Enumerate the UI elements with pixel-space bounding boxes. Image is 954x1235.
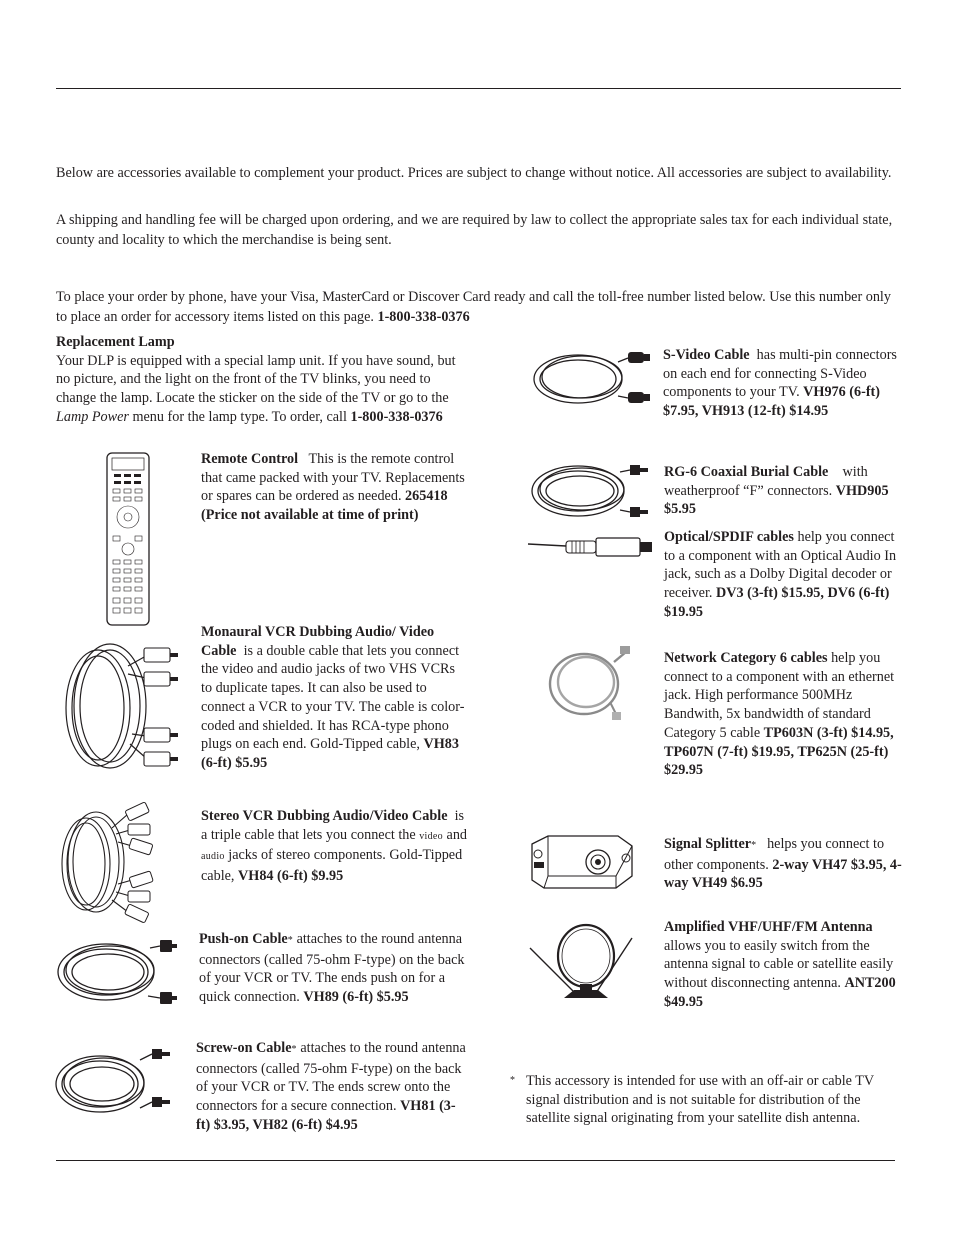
s-video-cable-block (663, 346, 903, 421)
network-cable-body: help you connect to a component with an ethernet jack. High performance 500MHz Bandwith, 5x bandwidth of standard Category 5 cable (664, 650, 895, 741)
screw-on-cable-title: Screw-on Cable (196, 1040, 292, 1056)
stereo-cable-price: VH84 (6-ft) $9.95 (238, 868, 344, 885)
push-on-cable-price: VH89 (6-ft) $5.95 (303, 989, 409, 1006)
lamp-phone: 1-800-338-0376 (350, 408, 443, 425)
antenna-image (526, 920, 638, 1010)
mono-cable-block (201, 623, 469, 773)
remote-block (201, 450, 469, 525)
screw-on-cable-body: attaches to the round antenna connectors (called 75-ohm F-type) on the back of your VCR or TV. The ends screw onto the connectors for a secure connection. (196, 1040, 466, 1115)
order-phone: 1-800-338-0376 (377, 309, 470, 325)
video-word: video (419, 830, 443, 842)
network-cable-block (664, 649, 904, 780)
screw-on-cable-price: VH81 (3-ft) $3.95, VH82 (6-ft) $4.95 (196, 1098, 456, 1133)
push-on-cable-image (54, 936, 180, 1006)
footer-rule (56, 1160, 895, 1161)
footnote (510, 1072, 890, 1128)
network-cable-image (544, 644, 632, 722)
stereo-cable-image (56, 800, 172, 926)
mono-cable-title: Monaural VCR Dubbing Audio/ Video Cable (201, 624, 435, 659)
mono-cable-price: VH83 (6-ft) $5.95 (201, 736, 459, 771)
remote-body: This is the remote control that came packed with your TV. Replacements or spares can be ordered as needed. (201, 451, 465, 505)
screw-on-star: * (291, 1044, 297, 1055)
signal-splitter-price: 2-way VH47 $3.95, 4-way VH49 $6.95 (664, 856, 902, 892)
signal-splitter-image (526, 830, 638, 894)
lamp-body-2: menu for the lamp type. To order, call (132, 408, 347, 425)
lamp-block (56, 333, 461, 427)
push-on-cable-title: Push-on Cable (199, 931, 288, 947)
rg6-cable-price: VHD905 $5.95 (664, 482, 889, 518)
push-on-star: * (287, 935, 294, 946)
network-cable-title: Network Category 6 cables (664, 650, 828, 666)
footnote-star: * (510, 1075, 515, 1086)
rg6-cable-image (526, 460, 656, 520)
order-paragraph (56, 287, 901, 327)
audio-word: audio (201, 851, 225, 863)
optical-cable-image (526, 535, 660, 565)
intro-paragraph-1: Below are accessories available to complement your product. Prices are subject to change without notice. All accessories are subject to availability. (56, 165, 892, 181)
s-video-cable-body: has multi-pin connectors on each end for connecting S-Video components to your TV. (663, 347, 897, 401)
antenna-block (664, 918, 904, 1012)
screw-on-cable-block (196, 1039, 468, 1135)
stereo-cable-title: Stereo VCR Dubbing Audio/Video Cable (201, 808, 448, 824)
order-text: To place your order by phone, have your Visa, MasterCard or Discover Card ready and call the toll-free number listed below. Use this number only to place an order for accessory items listed on this page. (56, 289, 891, 325)
antenna-title: Amplified VHF/UHF/FM Antenna (664, 919, 873, 935)
lamp-menu-name: Lamp Power (56, 408, 129, 425)
antenna-price: ANT200 $49.95 (664, 975, 896, 1010)
s-video-cable-title: S-Video Cable (663, 347, 750, 363)
push-on-cable-body: attaches to the round antenna connectors (called 75-ohm F-type) on the back of your VCR or TV. The ends push on for a quick connection. (199, 931, 465, 1006)
antenna-body: allows you to easily switch from the antenna signal to cable or satellite easily without disconnecting antenna. (664, 937, 894, 992)
remote-control-image (106, 452, 150, 626)
signal-splitter-body: helps you connect to other components. (664, 836, 885, 873)
and-word: and (446, 826, 468, 843)
screw-on-cable-image (52, 1046, 176, 1118)
lamp-body: Your DLP is equipped with a special lamp unit. If you have sound, but no picture, and the light on the front of the TV blinks, you need to change the lamp. Locate the sticker on the side of the TV or go to the (56, 352, 456, 407)
optical-cable-title: Optical/SPDIF cables (664, 529, 794, 545)
push-on-cable-block (199, 930, 467, 1007)
rg6-cable-body: with weatherproof “F” connectors. (664, 464, 868, 499)
optical-cable-block (664, 528, 904, 622)
mono-cable-image (58, 626, 182, 786)
optical-cable-price: DV3 (3-ft) $15.95, DV6 (6-ft) $19.95 (664, 585, 890, 620)
stereo-cable-body: is a triple cable that lets you connect the (201, 808, 465, 843)
mono-cable-body: is a double cable that lets you connect the video and audio jacks of two VHS VCRs to duplicate tapes. It can also be used to connect a VCR to your TV. The cable is color-coded and shielded. It has RCA-type phono plugs on each end. Gold-Tipped cable, (201, 642, 465, 753)
remote-title: Remote Control (201, 451, 299, 467)
intro-paragraph-2: A shipping and handling fee will be charged upon ordering, and we are required by law to collect the appropriate sales tax for each individual state, county and locality to which the merchandise is being sent. (56, 212, 893, 248)
signal-splitter-star: * (751, 840, 757, 851)
footnote-text: This accessory is intended for use with an off-air or cable TV signal distribution and is not suitable for distribution of the satellite signal originating from your satellite dish antenna. (526, 1073, 874, 1126)
rg6-cable-title: RG-6 Coaxial Burial Cable (664, 464, 829, 480)
signal-splitter-block (664, 835, 904, 893)
s-video-cable-price: VH976 (6-ft) $7.95, VH913 (12-ft) $14.95 (663, 384, 880, 420)
rg6-cable-block (664, 463, 904, 519)
network-cable-price: TP603N (3-ft) $14.95, TP607N (7-ft) $19.95, TP625N (25-ft) $29.95 (664, 724, 894, 779)
lamp-title: Replacement Lamp (56, 334, 175, 350)
optical-cable-body: help you connect to a component with an Optical Audio In jack, such as a Dolby Digital decoder or receiver. (664, 529, 897, 602)
s-video-cable-image (528, 348, 658, 408)
header-rule (56, 88, 901, 89)
remote-price: 265418 (Price not available at time of print) (201, 488, 448, 524)
stereo-cable-block (201, 807, 471, 886)
stereo-cable-body-2: jacks of stereo components. Gold-Tipped cable, (201, 847, 463, 885)
signal-splitter-title: Signal Splitter (664, 836, 752, 852)
